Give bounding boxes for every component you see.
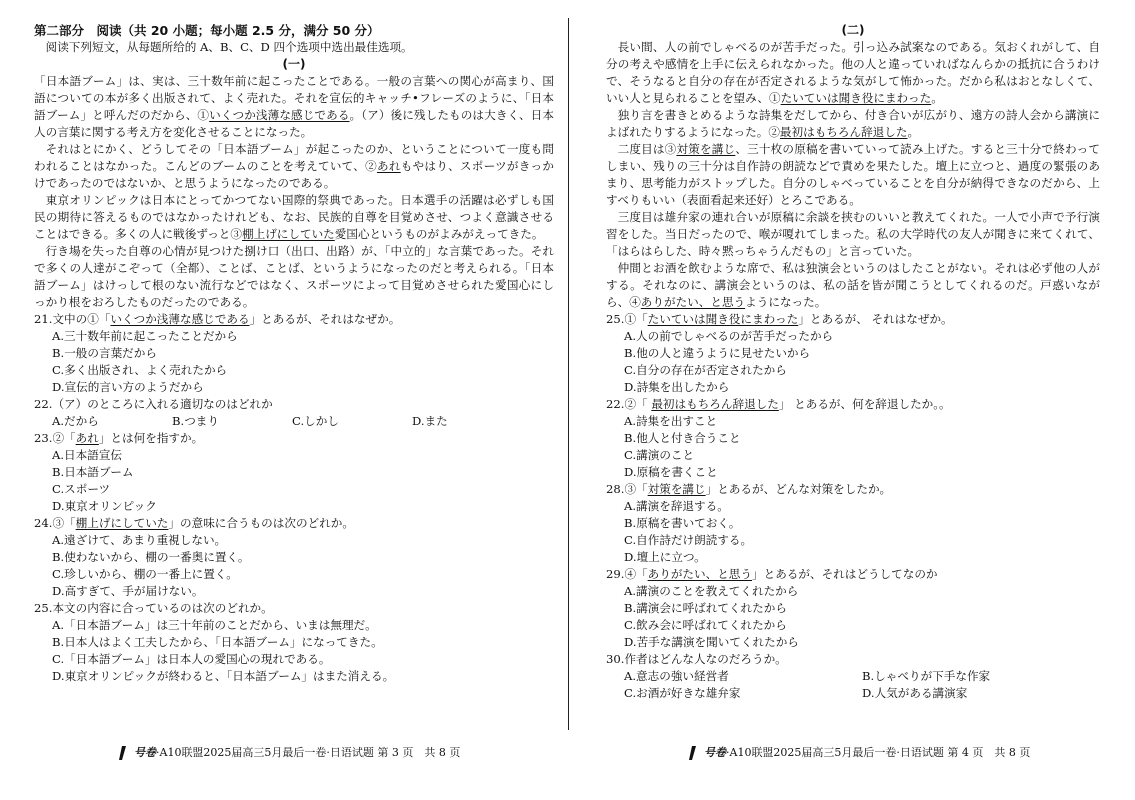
question-22: 22.（ア）のところに入れる適切なのはどれか [34,397,273,411]
q21-option-c: C.多く出版され、よく売れたから [52,363,228,377]
passage2-para3: 二度目は③対策を講じ、三十枚の原稿を書いていって読み上げた。すると三十分で終わってしまい、残りの三十分は自作詩の朗読などで責めを果たした。壇上に立つと、過度の緊張のあまり、思考能力がストップした。自分のしゃべっていることを自分が納得できなのだから、上すべりもいい（表面看起来还好）とろこである。 [606,142,1100,207]
passage2-para2: 独り言を書きとめるような詩集をだしてから、付き合いが広がり、遠方の詩人会から講演によばれたりするようになった。②最初はもちろん辞退した。 [606,108,1100,139]
passage2-para1: 長い間、人の前でしゃべるのが苦手だった。引っ込み試案なのである。気おくれがして、自分の考えや感情を上手に伝えられなかった。他の人と違っていればなんらかの抵抗に合うわけで、そうなると自分の存在が否定されるような気がして怖かった。だから私はおとなしくて、いい人と見られることを望み、①たいていは聞き役にまわった。 [606,40,1100,105]
passage-label-1: (一) [282,57,306,71]
left-page [34,22,554,685]
question-28: 28.③「対策を講じ」とあるが、どんな対策をしたか。 [606,482,892,496]
q28-option-a: A.講演を辞退する。 [624,499,729,513]
q22r-option-d: D.原稿を書くこと [624,465,718,479]
q21-option-b: B.一般の言葉だから [52,346,157,360]
question-21: 21.文中の①「いくつか浅薄な感じである」とあるが、それはなぜか。 [34,312,401,326]
brand-logo-icon [116,744,134,762]
passage1-para1: 「日本語ブーム」は、実は、三十数年前に起こったことである。一般の言葉への関心が高まり、国語についての本が多く出版されて、よく売れた。それを宣伝的キャッチ•フレーズのように、「日本語ブーム」と呼んだのだから、①いくつか浅薄な感じである。（ア）後に残したものは大きく、日本人の言葉に関する考え方を変化させることになった。 [34,74,554,139]
q30-option-d: D.人気がある講演家 [862,686,968,700]
q25l-option-c: C.「日本語ブーム」は日本人の愛国心の現れである。 [52,652,331,666]
question-24: 24.③「棚上げにしていた」の意味に合うものは次のどれか。 [34,516,354,530]
q22r-option-a: A.詩集を出すこと [624,414,718,428]
section-title: 第二部分 阅读（共 20 小题；每小题 2.5 分，满分 50 分） [34,23,380,38]
q28-option-c: C.自作詩だけ朗読する。 [624,533,753,547]
q21-option-a: A.三十数年前に起こったことだから [52,329,238,343]
question-22-right: 22.②「 最初はもちろん辞退した」 とあるが、何を辞退したか。。 [606,397,951,411]
q24-option-b: B.使わないから、棚の一番奥に置く。 [52,550,250,564]
q25r-option-d: D.詩集を出したから [624,380,730,394]
q24-option-a: A.遠ざけて、あまり重視しない。 [52,533,227,547]
q23-option-a: A.日本語宣伝 [52,448,123,462]
footer-right-text: ·A10联盟2025届高三5月最后一卷·日语试题 第 4 页 共 8 页 [726,746,1031,759]
q25r-option-b: B.他の人と違うように見せたいから [624,346,811,360]
passage2-para5: 仲間とお酒を飲むような席で、私は独演会というのはしたことがない。それは必ず他の人がする。それなのに、講演会というのは、私の話を皆が聞こうとしてくれるのだ。戸惑いながら、④ありがたい、と思うようになった。 [606,261,1100,309]
q30-option-c: C.お酒が好きな雄弁家 [624,686,741,700]
footer-left-text: ·A10联盟2025届高三5月最后一卷·日语试题 第 3 页 共 8 页 [156,746,461,759]
logo-text: 号卷 [704,746,726,759]
q30-options-row2 [606,685,1100,702]
q29-option-b: B.講演会に呼ばれてくれたから [624,601,787,615]
passage1-para2: それはとにかく、どうしてその「日本語ブーム」が起こったのか、ということについて一度も問われることはなかった。こんどのブームのことを考えていて、②あれもやはり、スポーツがきっかけであったのではないか、と思うようになったのである。 [34,142,554,190]
q22-option-a: A.だから [52,414,99,428]
q30-option-a: A.意志の強い経営者 [624,669,729,683]
q23-option-c: C.スポーツ [52,482,111,496]
page-divider [568,18,569,730]
right-page [606,22,1100,702]
q24-option-c: C.珍しいから、棚の一番上に置く。 [52,567,238,581]
q25l-option-b: B.日本人はよく工夫したから、「日本語ブーム」になってきた。 [52,635,383,649]
q29-option-d: D.苦手な講演を聞いてくれたから [624,635,799,649]
q29-option-c: C.飲み会に呼ばれてくれたから [624,618,787,632]
question-29: 29.④「ありがたい、と思う」とあるが、それはどうしてなのか [606,567,938,581]
brand-logo-icon [686,744,704,762]
footer-left [116,744,460,762]
question-23: 23.②「あれ」とは何を指すか。 [34,431,204,445]
q25r-option-c: C.自分の存在が否定されたから [624,363,787,377]
instruction: 阅读下列短文，从每题所给的 A、B、C、D 四个选项中选出最佳选项。 [45,40,413,54]
q23-option-d: D.東京オリンピック [52,499,157,513]
q30-option-b: B.しゃべりが下手な作家 [862,669,991,683]
passage1-para4: 行き場を失った自尊の心情が見つけた捌け口（出口、出路）が、「中立的」な言葉であった。それで多くの人達がこぞって（全都）、ことば、ことば、というようになったのだと考えられる。「日本語ブーム」はけっして根のない流行などではなく、スポーツによって目覚めさせられた愛国心にしっかり根をおろしたものだったのである。 [34,244,554,309]
q25l-option-d: D.東京オリンピックが終わると、「日本語ブーム」はまた消える。 [52,669,395,683]
q22-option-b: B.つまり [172,414,219,428]
q25l-option-a: A.「日本語ブーム」は三十年前のことだから、いまは無理だ。 [52,618,377,632]
passage2-para4: 三度目は雄弁家の連れ合いが原稿に余談を挟むのいいと教えてくれた。一人で小声で予行演習をした。当日だったので、喉が嗄れてしまった。私の大学時代の友人が聞きに来てくれて、「はらはらした、時々黙っちゃうんだもの」と言っていた。 [606,210,1100,258]
q28-option-d: D.壇上に立つ。 [624,550,706,564]
question-25-right: 25.①「たいていは聞き役にまわった」とあるが、 それはなぜか。 [606,312,953,326]
q21-option-d: D.宣伝的言い方のようだから [52,380,204,394]
q23-option-b: B.日本語ブーム [52,465,134,479]
q29-option-a: A.講演のことを教えてくれたから [624,584,799,598]
q30-options-row1 [606,668,1100,685]
q22r-option-b: B.他人と付き合うこと [624,431,741,445]
question-25-left: 25.本文の内容に合っているのは次のどれか。 [34,601,273,615]
q28-option-b: B.原稿を書いておく。 [624,516,741,530]
q22r-option-c: C.講演のこと [624,448,695,462]
passage1-para3: 東京オリンピックは日本にとってかつてない国際的祭典であった。日本選手の活躍は必ずしも国民の期待に答えるものではなかったけれども、なお、民族的自尊を目覚めさせ、つよく意識させることはできる。多くの人に戦後ずっと③棚上げにしていた愛国心というものがよみがえってきた。 [34,193,554,241]
q22-option-c: C.しかし [292,414,339,428]
question-30: 30.作者はどんな人なのだろうか。 [606,652,787,666]
q22-options [34,413,554,430]
logo-text: 号卷 [134,746,156,759]
q24-option-d: D.高すぎて、手が届けない。 [52,584,204,598]
passage-label-2: (二) [841,23,865,37]
q25r-option-a: A.人の前でしゃべるのが苦手だったから [624,329,834,343]
q22-option-d: D.また [412,414,448,428]
footer-right [686,744,1030,762]
